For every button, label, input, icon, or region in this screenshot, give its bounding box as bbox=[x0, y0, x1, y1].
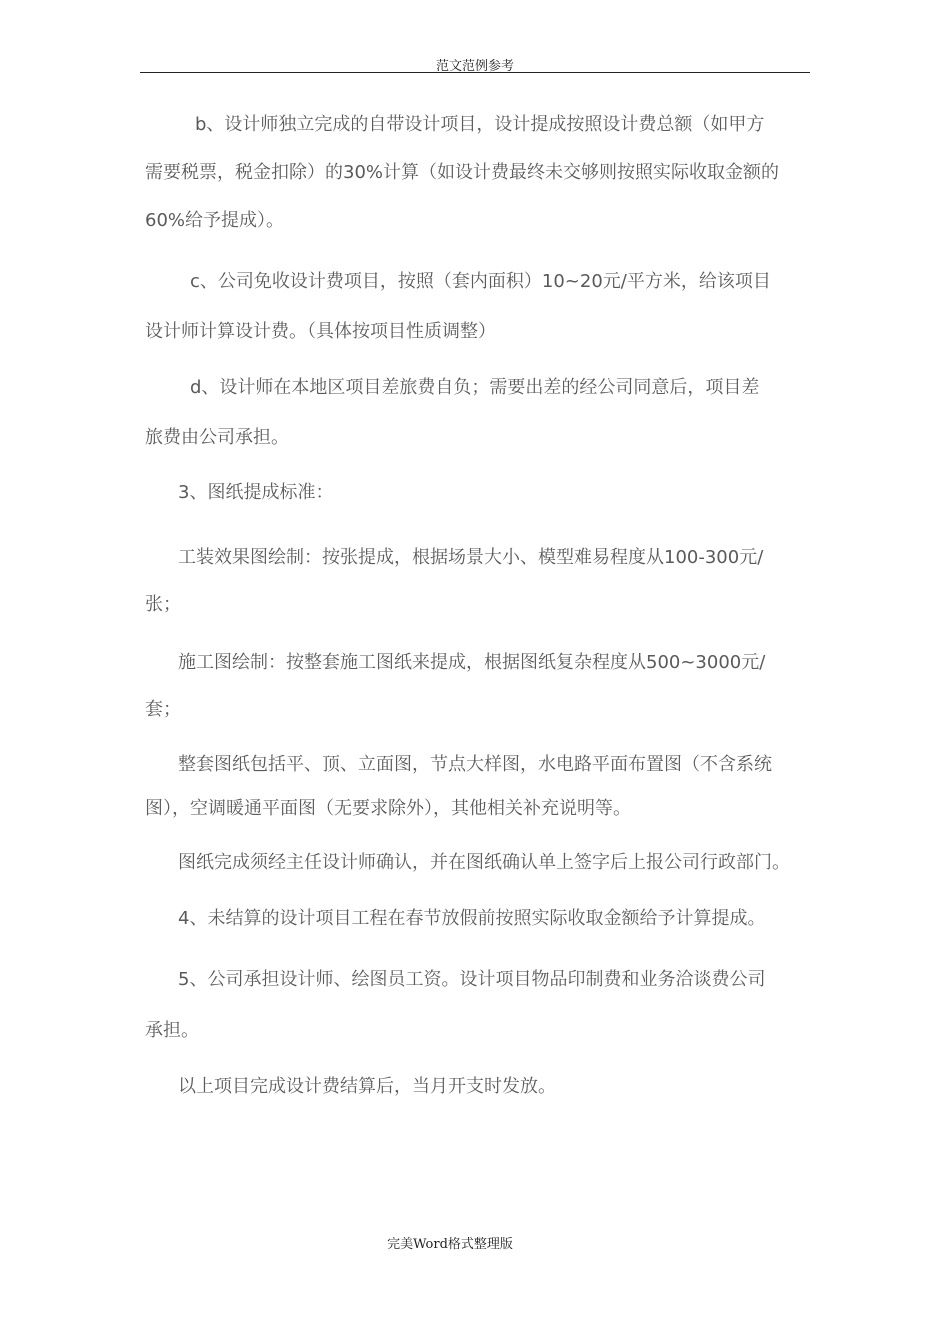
closing-line: 以上项目完成设计费结算后，当月开支时发放。 bbox=[178, 1076, 556, 1097]
section-5-line-1: 5、公司承担设计师、绘图员工资。设计项目物品印制费和业务洽谈费公司 bbox=[178, 969, 766, 990]
drawing-set-line-2: 图），空调暖通平面图（无要求除外），其他相关补充说明等。 bbox=[145, 798, 631, 819]
page-header: 范文范例参考 bbox=[435, 59, 514, 74]
drawing-approval-line: 图纸完成须经主任设计师确认，并在图纸确认单上签字后上报公司行政部门。 bbox=[178, 852, 790, 873]
paragraph-b-line-1: b、设计师独立完成的自带设计项目，设计提成按照设计费总额（如甲方 bbox=[195, 114, 765, 135]
section-3-heading: 3、图纸提成标准： bbox=[178, 482, 334, 503]
page-footer: 完美Word格式整理版 bbox=[387, 1237, 513, 1252]
section-5-line-2: 承担。 bbox=[145, 1020, 199, 1041]
drawing-set-line-1: 整套图纸包括平、顶、立面图，节点大样图，水电路平面布置图（不含系统 bbox=[178, 754, 772, 775]
construction-drawing-line-1: 施工图绘制：按整套施工图纸来提成，根据图纸复杂程度从500~3000元/ bbox=[178, 652, 766, 673]
paragraph-b-line-2: 需要税票，税金扣除）的30%计算（如设计费最终未交够则按照实际收取金额的 bbox=[145, 162, 780, 183]
construction-drawing-line-2: 套； bbox=[145, 699, 181, 720]
paragraph-c-line-1: c、公司免收设计费项目，按照（套内面积）10~20元/平方米，给该项目 bbox=[190, 271, 771, 292]
rendering-fee-line-2: 张； bbox=[145, 594, 181, 615]
header-rule bbox=[140, 72, 810, 73]
rendering-fee-line-1: 工装效果图绘制：按张提成，根据场景大小、模型难易程度从100-300元/ bbox=[178, 547, 764, 568]
paragraph-c-line-2: 设计师计算设计费。（具体按项目性质调整） bbox=[145, 321, 496, 342]
paragraph-d-line-1: d、设计师在本地区项目差旅费自负；需要出差的经公司同意后，项目差 bbox=[190, 377, 760, 398]
paragraph-d-line-2: 旅费由公司承担。 bbox=[145, 427, 289, 448]
section-4-line: 4、未结算的设计项目工程在春节放假前按照实际收取金额给予计算提成。 bbox=[178, 908, 766, 929]
paragraph-b-line-3: 60%给予提成）。 bbox=[145, 210, 285, 231]
